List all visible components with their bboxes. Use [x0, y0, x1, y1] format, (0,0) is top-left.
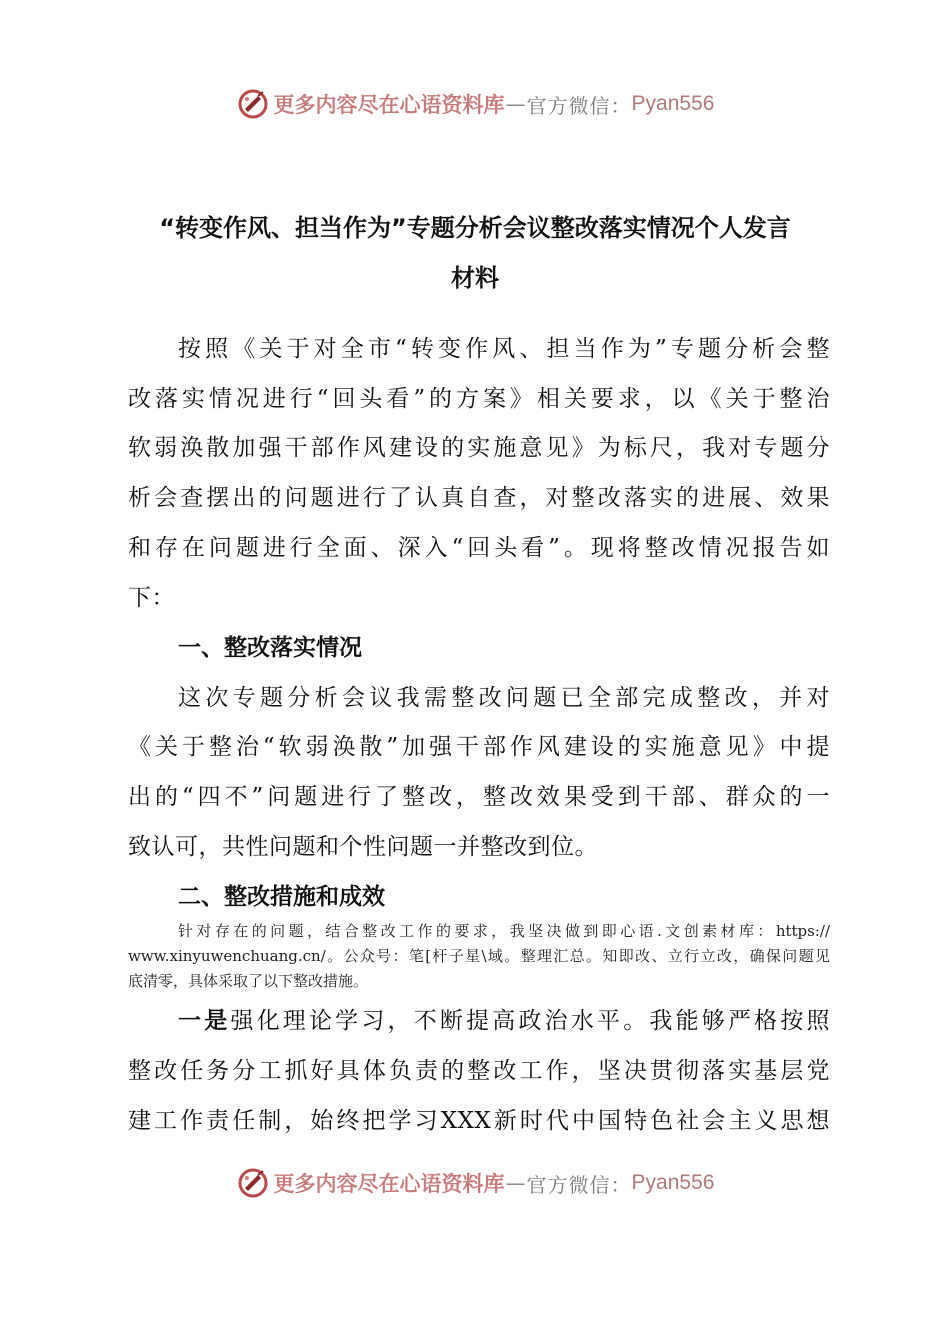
watermark-wechat-id: Pyan556: [631, 92, 715, 115]
point-1-text: 强化理论学习，不断提高政治水平。我能够严格按照: [230, 1008, 830, 1034]
watermark-dash: —: [505, 92, 526, 116]
section-2-small-line: 底清零，具体采取了以下整改措施。: [128, 972, 369, 990]
document-title-line-2: 材料: [451, 264, 499, 292]
intro-line: 析会查摆出的问题进行了认真自查，对整改落实的进展、效果: [128, 485, 830, 511]
section-1-line: 这次专题分析会议我需整改问题已全部完成整改，并对: [178, 685, 830, 711]
watermark-official: 官方微信：: [526, 93, 632, 118]
intro-line: 按照《关于对全市“转变作风、担当作为”专题分析会整: [178, 336, 830, 362]
brand-logo-icon: [236, 1166, 270, 1200]
watermark-wechat-id: Pyan556: [631, 1171, 715, 1194]
section-1-line: 出的“四不”问题进行了整改，整改效果受到干部、群众的一: [128, 784, 830, 810]
intro-line: 下：: [128, 585, 175, 611]
point-1-line: [178, 1006, 830, 1036]
point-1-line: 建工作责任制，始终把学习XXX新时代中国特色社会主义思想: [128, 1108, 830, 1134]
watermark-dash: —: [505, 1171, 526, 1195]
section-1-heading: 一、整改落实情况: [178, 635, 362, 661]
point-1-lead: 一是: [178, 1008, 231, 1034]
brand-logo-icon: [236, 87, 270, 121]
section-2-small-line: 针对存在的问题，结合整改工作的要求，我坚决做到即心语.文创素材库：https://: [178, 922, 830, 940]
intro-line: 改落实情况进行“回头看”的方案》相关要求，以《关于整治: [128, 386, 830, 412]
watermark-banner-top: [0, 84, 950, 124]
section-2-heading: 二、整改措施和成效: [178, 884, 385, 910]
watermark-official: 官方微信：: [526, 1172, 632, 1197]
watermark-brand: 更多内容尽在心语资料库: [273, 1171, 505, 1196]
section-2-small-line: www.xinyuwenchuang.cn/。公众号：笔[杆子星\域。整理汇总。知即改、立行立改，确保问题见: [128, 947, 830, 965]
intro-line: 软弱涣散加强干部作风建设的实施意见》为标尺，我对专题分: [128, 435, 830, 461]
point-1-line: 整改任务分工抓好具体负责的整改工作，坚决贯彻落实基层党: [128, 1058, 830, 1084]
section-1-line: 致认可，共性问题和个性问题一并整改到位。: [128, 834, 598, 860]
intro-line: 和存在问题进行全面、深入“回头看”。现将整改情况报告如: [128, 535, 830, 561]
watermark-brand: 更多内容尽在心语资料库: [273, 92, 505, 117]
section-1-line: 《关于整治“软弱涣散”加强干部作风建设的实施意见》中提: [128, 734, 830, 760]
watermark-banner-bottom: [0, 1163, 950, 1203]
document-title-line-1: “转变作风、担当作为”专题分析会议整改落实情况个人发言: [159, 214, 791, 242]
